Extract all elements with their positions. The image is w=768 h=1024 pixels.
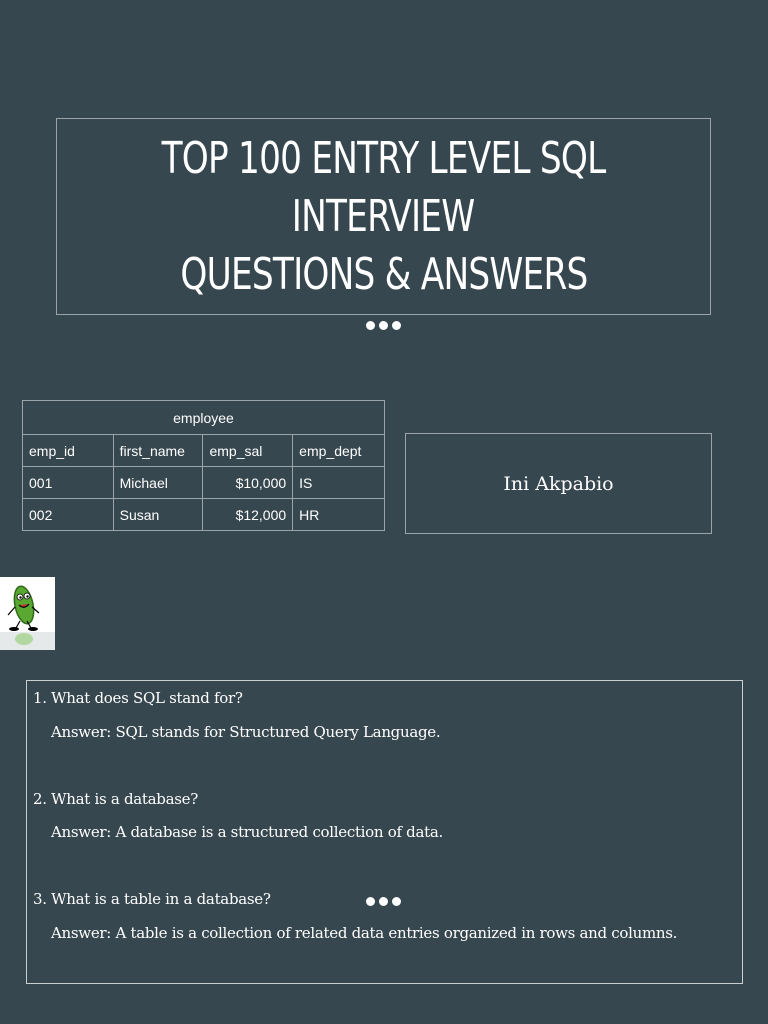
ellipsis-icon xyxy=(366,321,401,330)
table-caption: employee xyxy=(23,401,385,435)
table-row xyxy=(23,499,385,531)
table-cell: 002 xyxy=(23,499,114,531)
table-header-cell: emp_sal xyxy=(203,435,293,467)
table-cell: 001 xyxy=(23,467,114,499)
employee-table xyxy=(22,400,385,531)
table-cell: $12,000 xyxy=(203,499,293,531)
table-cell: Susan xyxy=(113,499,203,531)
title-line-3: QUESTIONS & ANSWERS xyxy=(179,248,588,300)
table-cell: IS xyxy=(293,467,385,499)
title-line-2: INTERVIEW xyxy=(292,190,475,242)
table-header-cell: emp_dept xyxy=(293,435,385,467)
table-header-cell: emp_id xyxy=(23,435,114,467)
table-header-cell: first_name xyxy=(113,435,203,467)
answer-1: Answer: SQL stands for Structured Query Language. xyxy=(51,723,441,741)
ellipsis-icon xyxy=(366,897,401,906)
question-3: 3. What is a table in a database? xyxy=(33,890,271,908)
answer-3: Answer: A table is a collection of related data entries organized in rows and columns. xyxy=(51,924,678,942)
title-line-1: TOP 100 ENTRY LEVEL SQL xyxy=(161,132,606,184)
title-box xyxy=(56,118,711,315)
author-box xyxy=(405,433,712,534)
table-cell: Michael xyxy=(113,467,203,499)
author-name: Ini Akpabio xyxy=(503,472,614,495)
pickle-mascot-icon xyxy=(0,577,55,650)
table-header-row xyxy=(23,435,385,467)
qa-box xyxy=(26,680,743,984)
question-2: 2. What is a database? xyxy=(33,790,198,808)
table-cell: HR xyxy=(293,499,385,531)
table-row xyxy=(23,467,385,499)
question-1: 1. What does SQL stand for? xyxy=(33,689,243,707)
table-cell: $10,000 xyxy=(203,467,293,499)
answer-2: Answer: A database is a structured collection of data. xyxy=(51,823,443,841)
